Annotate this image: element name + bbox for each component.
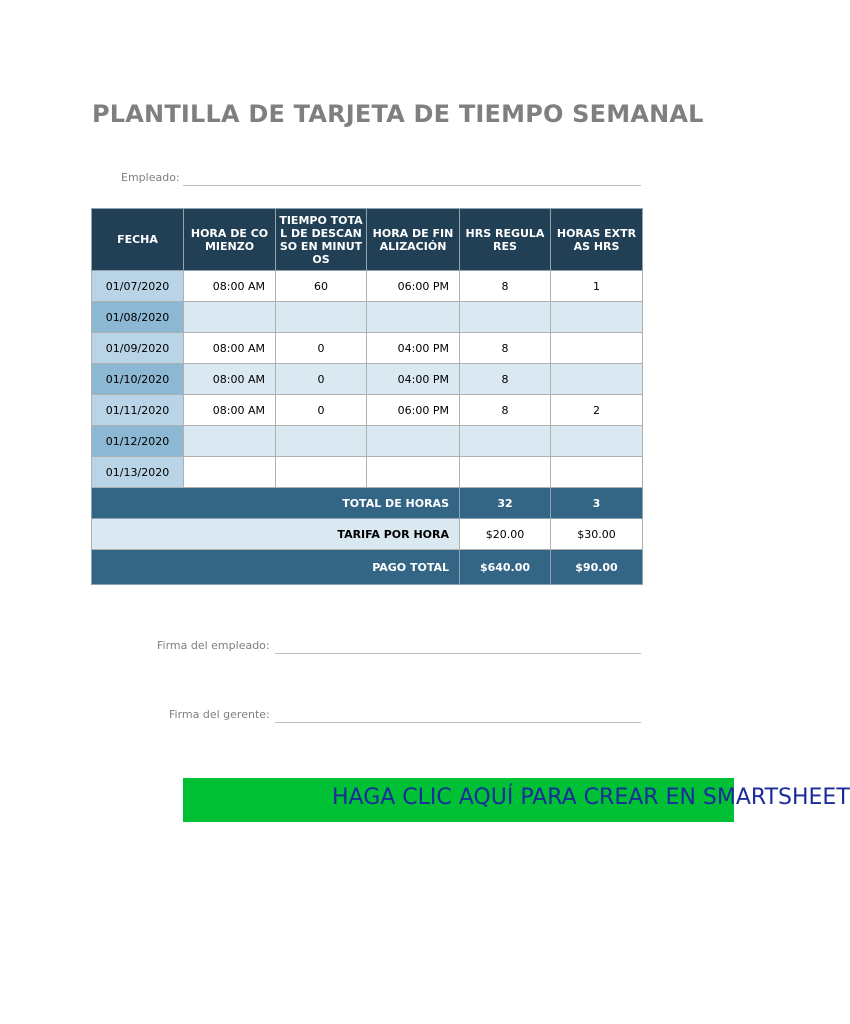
break-cell[interactable]: 0 (276, 395, 367, 426)
end-cell[interactable]: 04:00 PM (367, 333, 460, 364)
regular-pay-cell: $640.00 (460, 550, 551, 585)
end-cell[interactable] (367, 426, 460, 457)
break-cell[interactable] (276, 457, 367, 488)
hourly-rate-label: TARIFA POR HORA (92, 519, 460, 550)
overtime-cell[interactable]: 2 (551, 395, 643, 426)
create-in-smartsheet-banner[interactable] (183, 778, 850, 822)
employee-field[interactable] (0, 171, 768, 187)
overtime-cell[interactable] (551, 457, 643, 488)
overtime-cell[interactable] (551, 426, 643, 457)
regular-cell[interactable]: 8 (460, 364, 551, 395)
regular-cell[interactable] (460, 426, 551, 457)
employee-signature-line (275, 639, 641, 654)
date-cell[interactable]: 01/13/2020 (92, 457, 184, 488)
break-cell[interactable] (276, 302, 367, 333)
manager-signature-label: Firma del gerente: (169, 708, 270, 721)
cta-text: HAGA CLIC AQUÍ PARA CREAR EN SMARTSHEET (332, 785, 850, 810)
table-row (92, 457, 643, 488)
date-cell[interactable]: 01/12/2020 (92, 426, 184, 457)
regular-cell[interactable]: 8 (460, 333, 551, 364)
regular-cell[interactable] (460, 302, 551, 333)
total-pay-row (92, 550, 643, 585)
end-cell[interactable] (367, 457, 460, 488)
overtime-cell[interactable] (551, 364, 643, 395)
end-cell[interactable] (367, 302, 460, 333)
regular-cell[interactable]: 8 (460, 395, 551, 426)
table-row (92, 364, 643, 395)
overtime-cell[interactable] (551, 302, 643, 333)
total-hours-label: TOTAL DE HORAS (92, 488, 460, 519)
date-cell[interactable]: 01/09/2020 (92, 333, 184, 364)
date-cell[interactable]: 01/10/2020 (92, 364, 184, 395)
header-date: FECHA (92, 209, 184, 271)
table-row (92, 395, 643, 426)
header-end-time: HORA DE FINALIZACIÓN (367, 209, 460, 271)
header-start-time: HORA DE COMIENZO (184, 209, 276, 271)
total-hours-row (92, 488, 643, 519)
end-cell[interactable]: 06:00 PM (367, 271, 460, 302)
start-cell[interactable]: 08:00 AM (184, 395, 276, 426)
total-pay-label: PAGO TOTAL (92, 550, 460, 585)
table-row (92, 426, 643, 457)
end-cell[interactable]: 06:00 PM (367, 395, 460, 426)
regular-cell[interactable] (460, 457, 551, 488)
overtime-pay-cell: $90.00 (551, 550, 643, 585)
regular-rate-cell[interactable]: $20.00 (460, 519, 551, 550)
table-row (92, 333, 643, 364)
start-cell[interactable] (184, 457, 276, 488)
overtime-rate-cell[interactable]: $30.00 (551, 519, 643, 550)
break-cell[interactable] (276, 426, 367, 457)
date-cell[interactable]: 01/07/2020 (92, 271, 184, 302)
header-overtime-hours: HORAS EXTRAS HRS (551, 209, 643, 271)
header-break-minutes: TIEMPO TOTAL DE DESCANSO EN MINUTOS (276, 209, 367, 271)
break-cell[interactable]: 0 (276, 364, 367, 395)
start-cell[interactable]: 08:00 AM (184, 333, 276, 364)
regular-cell[interactable]: 8 (460, 271, 551, 302)
overtime-cell[interactable]: 1 (551, 271, 643, 302)
employee-signature-field[interactable] (0, 639, 768, 655)
start-cell[interactable] (184, 426, 276, 457)
break-cell[interactable]: 60 (276, 271, 367, 302)
overtime-cell[interactable] (551, 333, 643, 364)
page-title: PLANTILLA DE TARJETA DE TIEMPO SEMANAL (92, 100, 704, 128)
total-overtime-hours: 3 (551, 488, 643, 519)
timecard-table (91, 208, 643, 585)
break-cell[interactable]: 0 (276, 333, 367, 364)
manager-signature-line (275, 708, 641, 723)
employee-line (183, 171, 641, 186)
end-cell[interactable]: 04:00 PM (367, 364, 460, 395)
table-header-row (92, 209, 643, 271)
employee-signature-label: Firma del empleado: (157, 639, 270, 652)
start-cell[interactable]: 08:00 AM (184, 271, 276, 302)
table-row (92, 271, 643, 302)
start-cell[interactable]: 08:00 AM (184, 364, 276, 395)
employee-label: Empleado: (121, 171, 180, 184)
table-row (92, 302, 643, 333)
header-regular-hours: HRS REGULARES (460, 209, 551, 271)
start-cell[interactable] (184, 302, 276, 333)
date-cell[interactable]: 01/08/2020 (92, 302, 184, 333)
total-regular-hours: 32 (460, 488, 551, 519)
manager-signature-field[interactable] (0, 708, 768, 724)
hourly-rate-row (92, 519, 643, 550)
date-cell[interactable]: 01/11/2020 (92, 395, 184, 426)
